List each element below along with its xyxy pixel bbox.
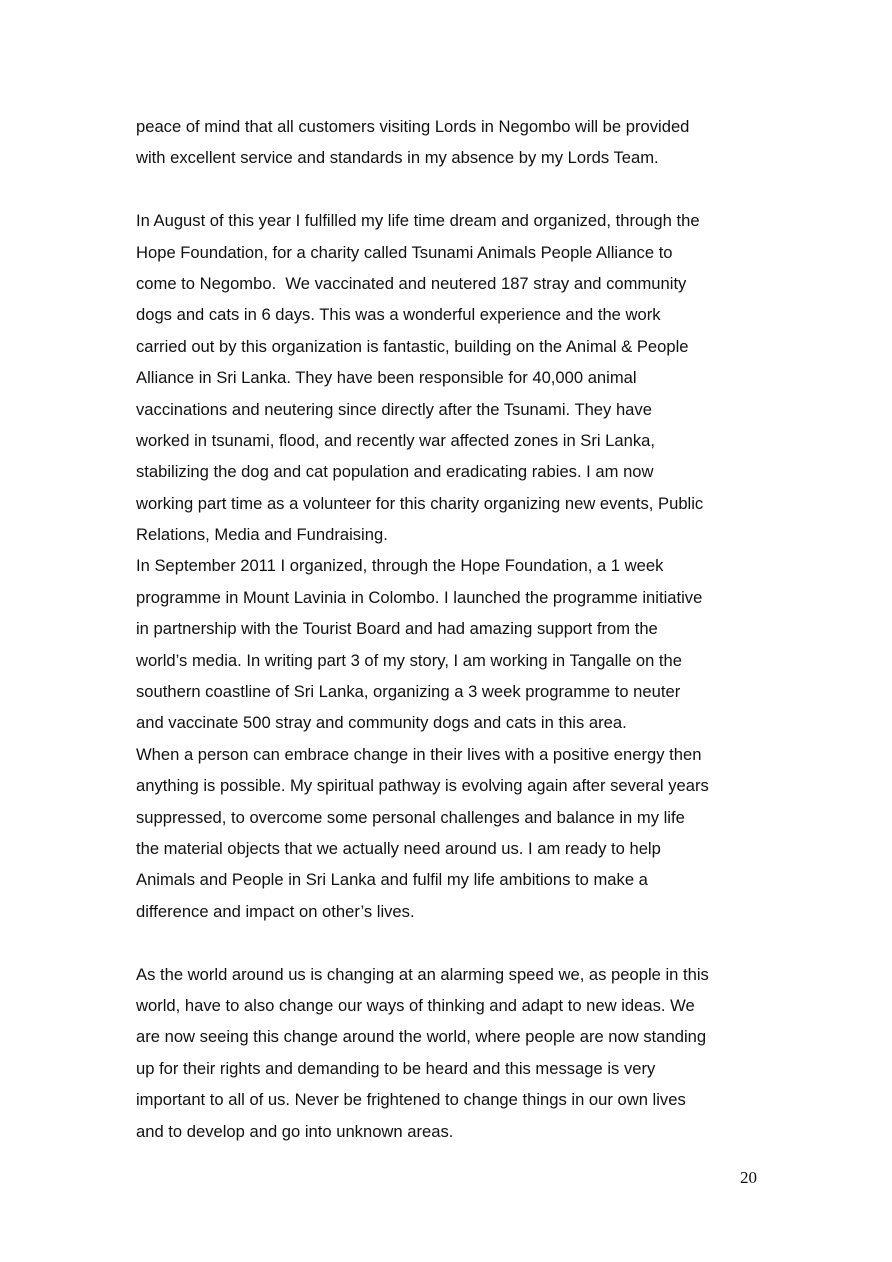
text-line: southern coastline of Sri Lanka, organizing a 3 week programme to neuter [136, 682, 681, 702]
text-line: are now seeing this change around the world, where people are now standing [136, 1027, 707, 1047]
paragraph-spacer [136, 927, 776, 958]
text-line: working part time as a volunteer for this charity organizing new events, Public [136, 493, 704, 513]
text-line: world’s media. In writing part 3 of my story, I am working in Tangalle on the [136, 650, 682, 670]
text-line: with excellent service and standards in my absence by my Lords Team. [136, 148, 659, 168]
text-line: come to Negombo. We vaccinated and neutered 187 stray and community [136, 273, 687, 293]
paragraph-5 [136, 959, 776, 1147]
text-line: stabilizing the dog and cat population and eradicating rabies. I am now [136, 462, 654, 482]
text-line: vaccinations and neutering since directly after the Tsunami. They have [136, 399, 652, 419]
text-line: dogs and cats in 6 days. This was a wonderful experience and the work [136, 305, 661, 325]
text-line: In August of this year I fulfilled my life time dream and organized, through the [136, 211, 700, 231]
text-line: suppressed, to overcome some personal challenges and balance in my life [136, 807, 685, 827]
text-line: difference and impact on other’s lives. [136, 901, 415, 921]
text-line: in partnership with the Tourist Board and had amazing support from the [136, 619, 658, 639]
text-line: Hope Foundation, for a charity called Tsunami Animals People Alliance to [136, 242, 673, 262]
text-line: Alliance in Sri Lanka. They have been responsible for 40,000 animal [136, 368, 637, 388]
page-number: 20 [740, 1168, 757, 1187]
text-line: important to all of us. Never be frightened to change things in our own lives [136, 1090, 686, 1110]
text-line: and vaccinate 500 stray and community dogs and cats in this area. [136, 713, 627, 733]
text-line: carried out by this organization is fantastic, building on the Animal & People [136, 336, 689, 356]
text-line: anything is possible. My spiritual pathway is evolving again after several years [136, 776, 709, 796]
paragraph-1 [136, 111, 776, 174]
text-line: When a person can embrace change in their lives with a positive energy then [136, 744, 702, 764]
text-line: and to develop and go into unknown areas. [136, 1121, 454, 1141]
body-text [136, 111, 776, 1147]
text-line: In September 2011 I organized, through the Hope Foundation, a 1 week [136, 556, 664, 576]
text-line: programme in Mount Lavinia in Colombo. I launched the programme initiative [136, 587, 703, 607]
paragraph-4 [136, 739, 776, 927]
text-line: Relations, Media and Fundraising. [136, 525, 388, 545]
text-line: up for their rights and demanding to be heard and this message is very [136, 1058, 656, 1078]
text-line: As the world around us is changing at an alarming speed we, as people in this [136, 964, 709, 984]
paragraph-spacer [136, 174, 776, 205]
text-line: Animals and People in Sri Lanka and fulfil my life ambitions to make a [136, 870, 648, 890]
paragraph-3 [136, 550, 776, 738]
text-line: peace of mind that all customers visiting Lords in Negombo will be provided [136, 117, 690, 136]
text-line: worked in tsunami, flood, and recently war affected zones in Sri Lanka, [136, 430, 655, 450]
text-line: world, have to also change our ways of thinking and adapt to new ideas. We [136, 995, 695, 1015]
paragraph-2 [136, 205, 776, 550]
text-line: the material objects that we actually need around us. I am ready to help [136, 838, 661, 858]
